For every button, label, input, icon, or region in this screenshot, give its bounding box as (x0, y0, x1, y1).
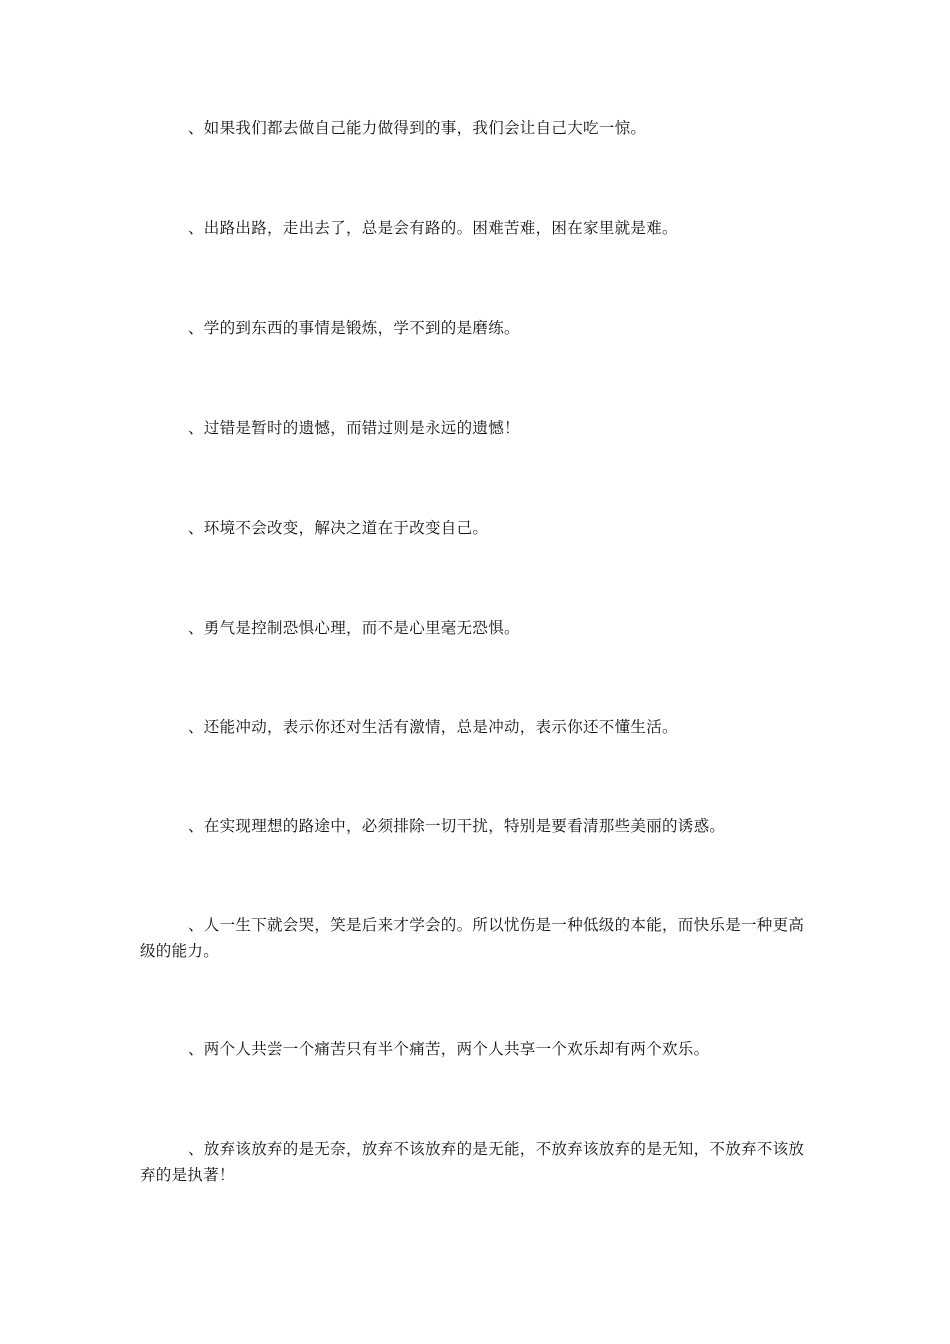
quote-paragraph-3: 、学的到东西的事情是锻炼，学不到的是磨练。 (188, 319, 520, 337)
quote-paragraph-8: 、在实现理想的路途中，必须排除一切干扰，特别是要看清那些美丽的诱惑。 (188, 817, 726, 835)
quote-paragraph-11: 、放弃该放弃的是无奈，放弃不该放弃的是无能，不放弃该放弃的是无知，不放弃不该放弃的是执著！ (140, 1140, 805, 1184)
quote-paragraph-5: 、环境不会改变，解决之道在于改变自己。 (188, 519, 489, 537)
quote-paragraph-6: 、勇气是控制恐惧心理，而不是心里毫无恐惧。 (188, 619, 520, 637)
quote-paragraph-4: 、过错是暂时的遗憾，而错过则是永远的遗憾！ (188, 419, 520, 437)
quote-paragraph-10: 、两个人共尝一个痛苦只有半个痛苦，两个人共享一个欢乐却有两个欢乐。 (188, 1040, 710, 1058)
quote-paragraph-9: 、人一生下就会哭，笑是后来才学会的。所以忧伤是一种低级的本能，而快乐是一种更高级的能力。 (140, 916, 805, 960)
quote-paragraph-7: 、还能冲动，表示你还对生活有激情，总是冲动，表示你还不懂生活。 (188, 718, 678, 736)
quote-paragraph-2: 、出路出路，走出去了，总是会有路的。困难苦难，困在家里就是难。 (188, 219, 678, 237)
quote-paragraph-1: 、如果我们都去做自己能力做得到的事，我们会让自己大吃一惊。 (188, 119, 647, 137)
